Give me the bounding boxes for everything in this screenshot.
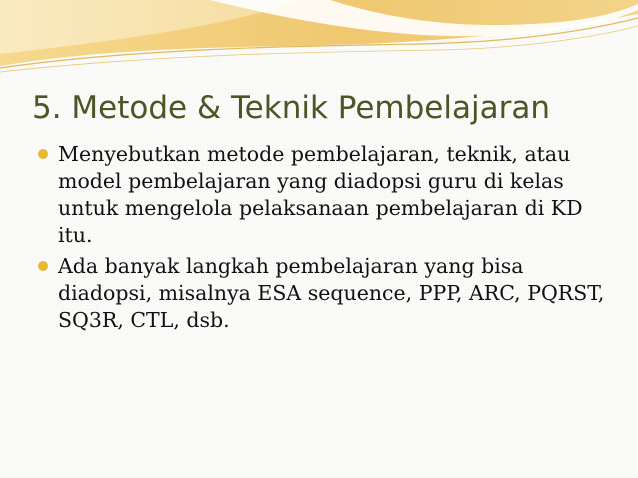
- bullet-dot-icon: [38, 261, 48, 271]
- bullet-text: Menyebutkan metode pembelajaran, teknik, atau model pembelajaran yang diadopsi guru di kelas untuk mengelola pelaksanaan pembelajaran di KD itu.: [58, 142, 583, 247]
- bullet-item: [36, 141, 606, 249]
- bullet-list: [36, 141, 606, 338]
- bullet-text: Ada banyak langkah pembelajaran yang bisa diadopsi, misalnya ESA sequence, PPP, ARC, PQRST, SQ3R, CTL, dsb.: [58, 254, 605, 332]
- header-wave-decoration: [0, 0, 638, 80]
- slide-title: 5. Metode & Teknik Pembelajaran: [32, 90, 550, 126]
- bullet-dot-icon: [38, 149, 48, 159]
- bullet-item: [36, 253, 606, 334]
